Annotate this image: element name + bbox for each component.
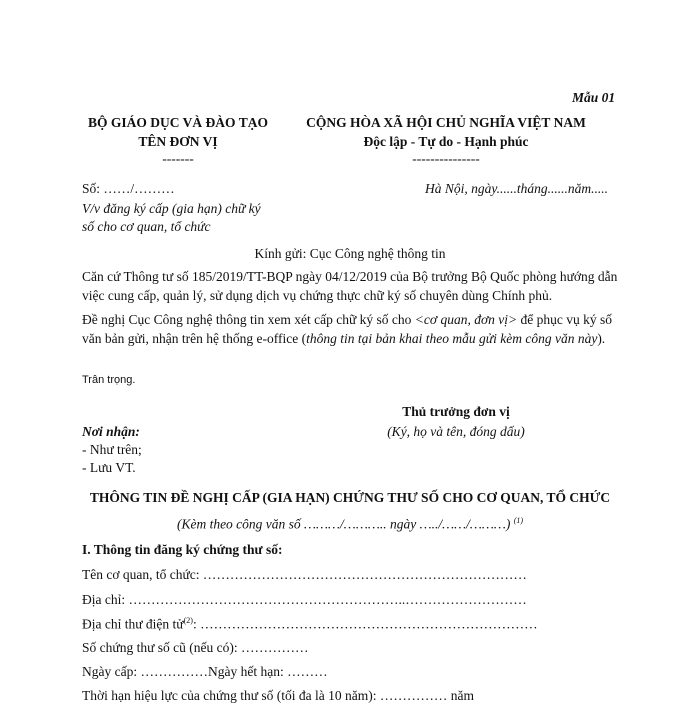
request-text-a: Đề nghị Cục Công nghệ thông tin xem xét cấp chữ ký số cho xyxy=(82,312,415,327)
request-paragraph xyxy=(82,310,622,348)
left-header-rule: ------- xyxy=(162,151,194,166)
subject-line-2: số cho cơ quan, tổ chức xyxy=(82,219,211,234)
unit-name: TÊN ĐƠN VỊ xyxy=(138,134,218,149)
email-label: Địa chỉ thư điện tử xyxy=(82,616,184,632)
document-number: Số: ……/……… xyxy=(82,181,175,196)
legal-basis-paragraph: Căn cứ Thông tư số 185/2019/TT-BQP ngày 04/12/2019 của Bộ trưởng Bộ Quốc phòng hướng dẫn việc cung cấp, quản lý, sử dụng dịch vụ chứng thực chữ ký số chuyên dùng Chính phủ. xyxy=(82,269,618,303)
request-text-e: ). xyxy=(597,331,606,346)
ministry-name: BỘ GIÁO DỤC VÀ ĐÀO TẠO xyxy=(88,115,268,130)
old-certificate-field: Số chứng thư số cũ (nếu có): …………… xyxy=(82,640,309,655)
recipient-item: - Như trên; xyxy=(82,442,142,457)
address-field: Địa chỉ: ……………………………………………………..……………………… xyxy=(82,592,527,607)
request-attachment-note: thông tin tại bản khai theo mẫu gửi kèm công văn này xyxy=(306,331,598,346)
annex-subtitle xyxy=(60,516,640,533)
annex-title: THÔNG TIN ĐỀ NGHỊ CẤP (GIA HẠN) CHỨNG THƯ SỐ CHO CƠ QUAN, TỔ CHỨC xyxy=(89,490,611,505)
signer-note: (Ký, họ và tên, đóng dấu) xyxy=(387,424,525,439)
section-1-title: I. Thông tin đăng ký chứng thư số: xyxy=(82,542,283,557)
request-text-c: để phục vụ ký số văn bản gửi, nhận trên hệ thống e-office ( xyxy=(82,312,613,346)
validity-field: Thời hạn hiệu lực của chứng thư số (tối đa là 10 năm): …………… năm xyxy=(82,688,475,703)
request-org-placeholder: <cơ quan, đơn vị> xyxy=(414,312,518,327)
issue-expiry-field: Ngày cấp: ……………Ngày hết hạn: ……… xyxy=(82,664,328,679)
email-dots: : ………………………………………………………………… xyxy=(192,616,538,632)
place-and-date: Hà Nội, ngày......tháng......năm..... xyxy=(425,181,609,196)
form-code: Mẫu 01 xyxy=(572,90,616,105)
right-header-rule: --------------- xyxy=(412,151,480,166)
recipient-item: - Lưu VT. xyxy=(82,460,136,475)
email-footnote: (2) xyxy=(183,616,193,625)
org-name-field: Tên cơ quan, tổ chức: ……………………………………………………………… xyxy=(82,567,527,582)
signer-title: Thủ trưởng đơn vị xyxy=(402,404,510,419)
annex-subtitle-footnote: (1) xyxy=(513,516,524,525)
email-field xyxy=(82,616,538,633)
national-motto: Độc lập - Tự do - Hạnh phúc xyxy=(363,134,529,149)
annex-subtitle-text: (Kèm theo công văn số ………/……….. ngày …../……/………) xyxy=(176,516,511,532)
recipient-line: Kính gửi: Cục Công nghệ thông tin xyxy=(254,246,446,261)
recipients-title: Nơi nhận: xyxy=(82,424,140,439)
nation-name: CỘNG HÒA XÃ HỘI CHỦ NGHĨA VIỆT NAM xyxy=(306,115,586,130)
regards-text: Trân trọng. xyxy=(82,374,136,386)
subject-line-1: V/v đăng ký cấp (gia hạn) chữ ký xyxy=(82,201,261,216)
